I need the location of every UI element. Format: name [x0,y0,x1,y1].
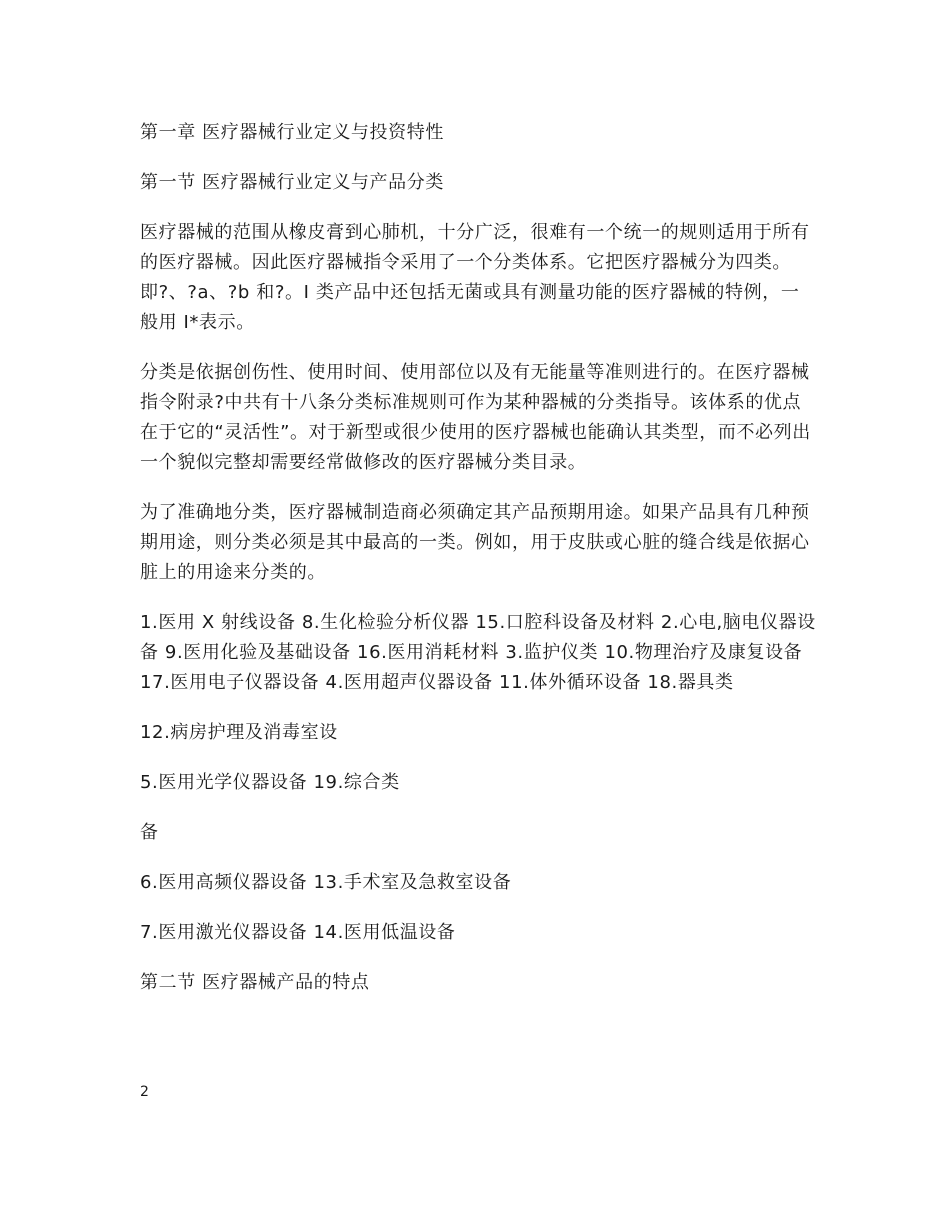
category-list: 1.医用 X 射线设备 8.生化检验分析仪器 15.口腔科设备及材料 2.心电,脑电仪器设备 9.医用化验及基础设备 16.医用消耗材料 3.监护仪类 10.物理治疗及康复设备 17.医用电子仪器设备 4.医用超声仪器设备 11.体外循环设备 18.器具类 [140,612,816,693]
document-body [140,118,816,1018]
body-paragraph: 为了准确地分类，医疗器械制造商必须确定其产品预期用途。如果产品具有几种预期用途，则分类必须是其中最高的一类。例如，用于皮肤或心脏的缝合线是依据心脏上的用途来分类的。 [140,502,810,583]
category-list-item: 7.医用激光仪器设备 14.医用低温设备 [140,922,456,943]
category-list-item: 6.医用高频仪器设备 13.手术室及急救室设备 [140,872,512,893]
category-list-item: 备 [140,822,159,843]
category-list-item: 12.病房护理及消毒室设 [140,722,338,743]
section-heading: 第二节 医疗器械产品的特点 [140,972,370,993]
page-number: 2 [140,1084,149,1100]
body-paragraph: 医疗器械的范围从橡皮膏到心肺机，十分广泛，很难有一个统一的规则适用于所有的医疗器械。因此医疗器械指令采用了一个分类体系。它把医疗器械分为四类。即?、?a、?b 和?。I 类产品中还包括无菌或具有测量功能的医疗器械的特例，一般用 I*表示。 [140,222,810,333]
body-paragraph: 分类是依据创伤性、使用时间、使用部位以及有无能量等准则进行的。在医疗器械指令附录?中共有十八条分类标准规则可作为某种器械的分类指导。该体系的优点在于它的“灵活性”。对于新型或很少使用的医疗器械也能确认其类型，而不必列出一个貌似完整却需要经常做修改的医疗器械分类目录。 [140,362,811,473]
chapter-heading: 第一章 医疗器械行业定义与投资特性 [140,122,444,143]
category-list-item: 5.医用光学仪器设备 19.综合类 [140,772,400,793]
section-heading: 第一节 医疗器械行业定义与产品分类 [140,172,444,193]
